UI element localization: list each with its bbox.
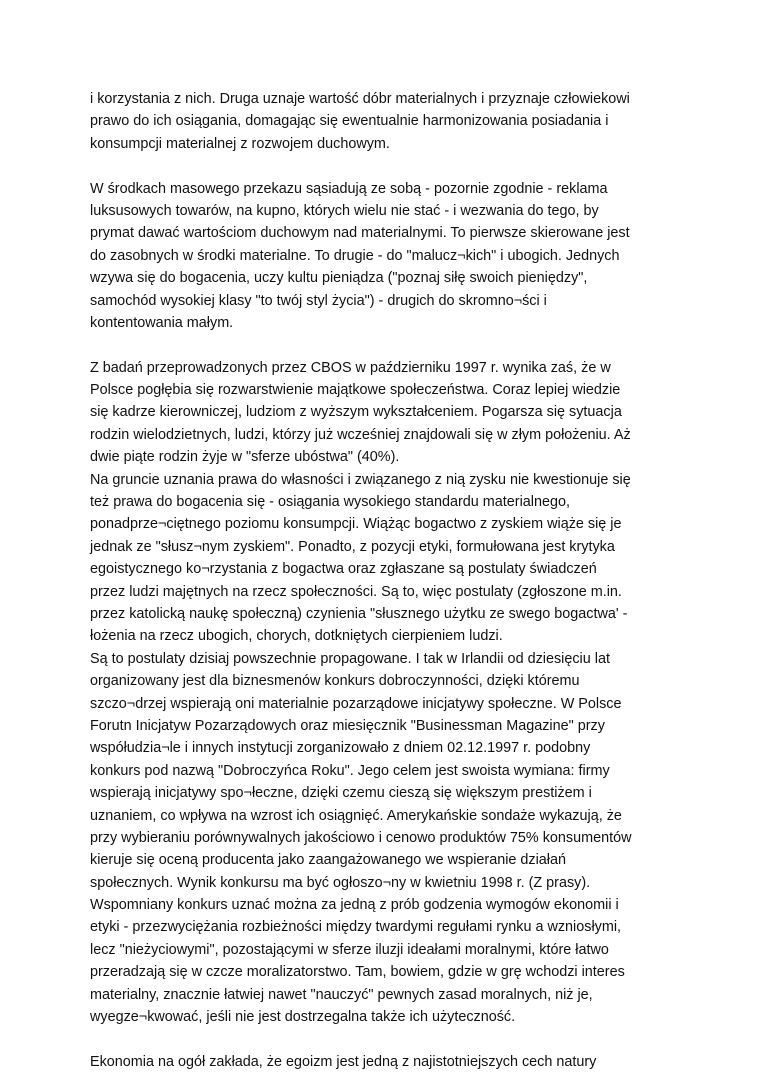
text-line: też prawa do bogacenia się - osiągania wysokiego standardu materialnego, <box>90 494 570 511</box>
text-line: konkurs pod nazwą "Dobroczyńca Roku". Jego celem jest swoista wymiana: firmy <box>90 762 610 779</box>
text-line: uznaniem, co wpływa na wzrost ich osiągnięć. Amerykańskie sondaże wykazują, że <box>90 807 622 824</box>
text-line: społecznych. Wynik konkursu ma być ogłoszo¬ny w kwietniu 1998 r. (Z prasy). <box>90 874 591 891</box>
text-line: wspierają inicjatywy spo¬łeczne, dzięki czemu cieszą się większym prestiżem i <box>90 785 592 802</box>
text-line: Są to postulaty dzisiaj powszechnie propagowane. I tak w Irlandii od dziesięciu lat <box>90 650 610 667</box>
text-line: się kadrze kierowniczej, ludziom z wyższym wykształceniem. Pogarsza się sytuacja <box>90 404 622 421</box>
text-line: luksusowych towarów, na kupno, których wielu nie stać - i wezwania do tego, by <box>90 202 599 219</box>
text-line: współudzia¬le i innych instytucji zorganizowało z dniem 02.12.1997 r. podobny <box>90 740 591 757</box>
text-line: Polsce pogłębia się rozwarstwienie majątkowe społeczeństwa. Coraz lepiej wiedzie <box>90 382 621 399</box>
text-line: kontentowania małym. <box>90 314 234 331</box>
text-line: W środkach masowego przekazu sąsiadują ze sobą - pozornie zgodnie - reklama <box>90 180 608 197</box>
text-line: prymat dawać wartościom duchowym nad materialnymi. To pierwsze skierowane jest <box>90 225 630 242</box>
text-line: do zasobnych w środki materialne. To drugie - do "malucz¬kich" i ubogich. Jednych <box>90 247 620 264</box>
text-line: rodzin wielodzietnych, ludzi, którzy już wcześniej znajdowali się w złym położeniu. Aż <box>90 426 631 443</box>
text-line: jednak ze "słusz¬nym zyskiem". Ponadto, z pozycji etyki, formułowana jest krytyka <box>90 538 615 555</box>
paragraph-gap <box>90 1028 690 1050</box>
paragraph-gap <box>90 334 690 356</box>
text-line: Wspomniany konkurs uznać można za jedną z prób godzenia wymogów ekonomii i <box>90 897 619 914</box>
text-line: konsumpcji materialnej z rozwojem duchowym. <box>90 135 390 152</box>
text-line: kieruje się oceną producenta jako zaangażowanego we wspieranie działań <box>90 852 567 869</box>
text-line: prawo do ich osiągania, domagając się ewentualnie harmonizowania posiadania i <box>90 113 609 130</box>
text-line: przy wybieraniu porównywalnych jakościowo i cenowo produktów 75% konsumentów <box>90 829 632 846</box>
text-line: łożenia na rzecz ubogich, chorych, dotkniętych cierpieniem ludzi. <box>90 628 503 645</box>
document-body <box>90 88 690 1073</box>
text-line: przez katolicką naukę społeczną) czynienia "słusznego użytku ze swego bogactwa' - <box>90 605 628 622</box>
text-line: przeradzają się w czcze moralizatorstwo. Tam, bowiem, gdzie w grę wchodzi interes <box>90 964 625 981</box>
text-line: samochód wysokiej klasy "to twój styl życia") - drugich do skromno¬ści i <box>90 292 547 309</box>
text-line: wyegze¬kwować, jeśli nie jest dostrzegalna także ich użyteczność. <box>90 1009 516 1026</box>
paragraph-gap <box>90 155 690 177</box>
text-line: ponadprze¬ciętnego poziomu konsumpcji. Wiążąc bogactwo z zyskiem wiąże się je <box>90 516 622 533</box>
text-line: Forutn Inicjatyw Pozarządowych oraz miesięcznik "Businessman Magazine" przy <box>90 717 605 734</box>
text-line: organizowany jest dla biznesmenów konkurs dobroczynności, dzięki któremu <box>90 673 580 690</box>
text-line: Z badań przeprowadzonych przez CBOS w październiku 1997 r. wynika zaś, że w <box>90 359 611 376</box>
text-line: etyki - przezwyciężania rozbieżności między twardymi regułami rynku a wzniosłymi, <box>90 919 622 936</box>
text-line: egoistycznego ko¬rzystania z bogactwa oraz zgłaszane są postulaty świadczeń <box>90 561 597 578</box>
text-line: lecz "nieżyciowymi", pozostającymi w sferze iluzji ideałami moralnymi, które łatwo <box>90 941 609 958</box>
text-line: materialny, znacznie łatwiej nawet "nauczyć" pewnych zasad moralnych, niż je, <box>90 986 593 1003</box>
text-line: Na gruncie uznania prawa do własności i związanego z nią zysku nie kwestionuje się <box>90 471 631 488</box>
paragraph <box>90 1051 690 1073</box>
text-line: dwie piąte rodzin żyje w "sferze ubóstwa" (40%). <box>90 449 400 466</box>
text-line: przez ludzi majętnych na rzecz społeczności. Są to, więc postulaty (zgłoszone m.in. <box>90 583 622 600</box>
text-line: szczo¬drzej wspierają oni materialnie pozarządowe inicjatywy społeczne. W Polsce <box>90 695 622 712</box>
text-line: wzywa się do bogacenia, uczy kultu pieniądza ("poznaj siłę swoich pieniędzy", <box>90 270 588 287</box>
text-line: i korzystania z nich. Druga uznaje wartość dóbr materialnych i przyznaje człowiekowi <box>90 91 630 107</box>
paragraph <box>90 178 690 335</box>
paragraph <box>90 357 690 1029</box>
paragraph <box>90 88 690 155</box>
text-line: Ekonomia na ogół zakłada, że egoizm jest jedną z najistotniejszych cech natury <box>90 1053 597 1070</box>
